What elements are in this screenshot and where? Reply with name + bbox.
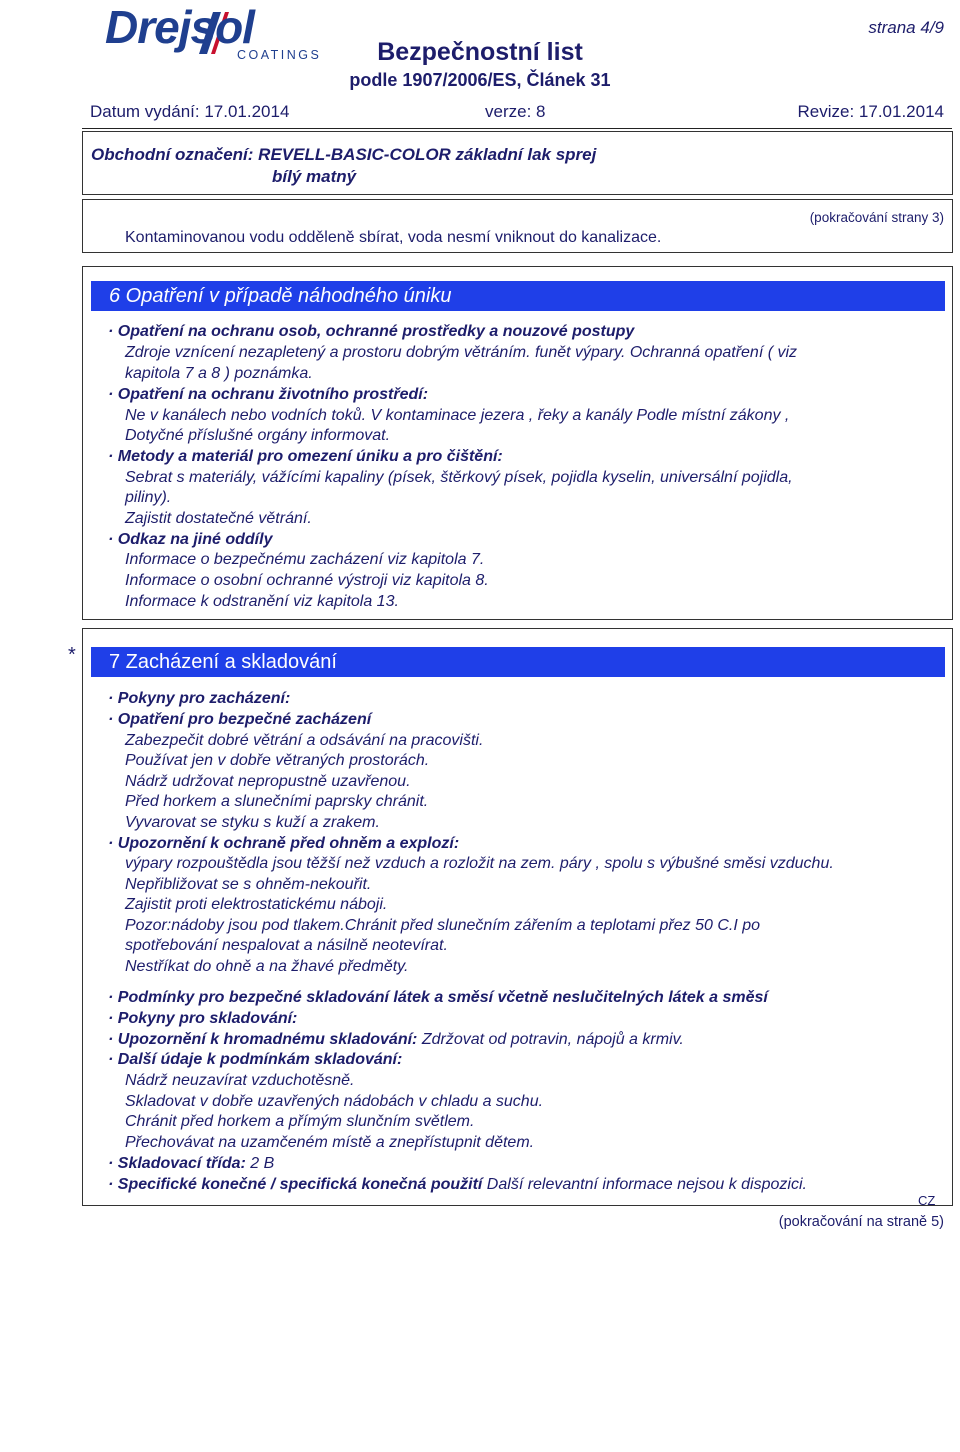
s7-storage-heading: · Pokyny pro skladování:	[108, 1010, 298, 1027]
logo-wordmark: Drejsol	[105, 1, 254, 53]
s6-text: Informace o osobní ochranné výstroji viz kapitola 8.	[125, 572, 489, 589]
s7-further-storage: · Další údaje k podmínkám skladování:	[108, 1051, 403, 1068]
s6-text: Zdroje vznícení nezapletený a prostoru dobrým větráním. funět výpary. Ochranná opatření ( viz	[125, 344, 798, 361]
s6-references: · Odkaz na jiné oddíly	[108, 531, 273, 548]
s6-containment-methods: · Metody a materiál pro omezení úniku a pro čištění:	[108, 448, 503, 465]
s6-text: Informace k odstranění viz kapitola 13.	[125, 593, 399, 610]
carryover-box	[82, 199, 953, 253]
issue-date: Datum vydání: 17.01.2014	[90, 102, 290, 121]
continued-from: (pokračování strany 3)	[809, 210, 944, 225]
s7-storage-class	[108, 1154, 274, 1175]
s7-storage-class-label: · Skladovací třída:	[108, 1155, 246, 1172]
s7-fire-protection: · Upozornění k ochraně před ohněm a explozí:	[108, 835, 460, 852]
s6-text: Dotyčné příslušné orgány informovat.	[125, 427, 391, 444]
s7-handling-heading: · Pokyny pro zacházení:	[108, 690, 291, 707]
s7-safe-handling: · Opatření pro bezpečné zacházení	[108, 711, 372, 728]
s7-storage-conditions: · Podmínky pro bezpečné skladování látek a směsí včetně neslučitelných látek a směsí	[108, 989, 768, 1006]
continued-to: (pokračování na straně 5)	[778, 1214, 944, 1230]
s7-specific-end-use-value: Další relevantní informace nejsou k dispozici.	[482, 1176, 807, 1193]
s7-bulk-storage-value: Zdržovat od potravin, nápojů a krmiv.	[417, 1031, 684, 1048]
s7-specific-end-use-label: · Specifické konečné / specifická konečná použití	[108, 1176, 483, 1193]
s6-environmental-precautions: · Opatření na ochranu životního prostředí:	[108, 386, 429, 403]
revision-marker: *	[68, 644, 76, 666]
s6-text: piliny).	[125, 489, 172, 506]
document-title: Bezpečnostní list	[377, 38, 583, 66]
s6-text: kapitola 7 a 8 ) poznámka.	[125, 365, 313, 382]
s7-storage-class-value: 2 B	[245, 1155, 275, 1172]
s7-text: Zabezpečit dobré větrání a odsávání na pracovišti.	[125, 732, 484, 749]
s7-specific-end-use	[108, 1175, 807, 1196]
carryover-text: Kontaminovanou vodu odděleně sbírat, voda nesmí vniknout do kanalizace.	[125, 229, 662, 246]
revision-date: Revize: 17.01.2014	[797, 102, 944, 121]
logo-subtext: COATINGS	[237, 48, 322, 62]
s7-text: Přechovávat na uzamčeném místě a znepřístupnit dětem.	[125, 1134, 535, 1151]
s7-text: Nádrž neuzavírat vzduchotěsně.	[125, 1072, 355, 1089]
header-divider	[82, 128, 952, 129]
version: verze: 8	[485, 102, 546, 121]
s7-text: Před horkem a slunečními paprsky chránit.	[125, 793, 429, 810]
s6-text: Informace o bezpečnému zacházení viz kapitola 7.	[125, 551, 485, 568]
s7-text: Zajistit proti elektrostatickému náboji.	[125, 896, 388, 913]
s7-text: Nádrž udržovat nepropustně uzavřenou.	[125, 773, 411, 790]
s6-text: Zajistit dostatečné větrání.	[125, 510, 312, 527]
page-number: strana 4/9	[868, 18, 944, 37]
s6-text: Ne v kanálech nebo vodních toků. V kontaminace jezera , řeky a kanály Podle místní zákony ,	[125, 407, 790, 424]
s7-text: Nestříkat do ohně a na žhavé předměty.	[125, 958, 409, 975]
s6-personal-precautions: · Opatření na ochranu osob, ochranné prostředky a nouzové postupy	[108, 323, 635, 340]
s7-bulk-storage-label: · Upozornění k hromadnému skladování:	[108, 1031, 418, 1048]
s7-text: Chránit před horkem a přímým slunčním světlem.	[125, 1113, 475, 1130]
s7-text: spotřebování nespalovat a násilně neotevírat.	[125, 937, 448, 954]
s7-text: Používat jen v dobře větraných prostorách.	[125, 752, 430, 769]
s7-text: Vyvarovat se styku s kuží a zrakem.	[125, 814, 380, 831]
section-6-heading: 6 Opatření v případě náhodného úniku	[91, 281, 945, 311]
country-code: CZ	[918, 1193, 936, 1208]
document-subtitle: podle 1907/2006/ES, Článek 31	[349, 70, 611, 90]
s7-bulk-storage	[108, 1030, 684, 1051]
trade-name-box	[82, 131, 953, 195]
s6-text: Sebrat s materiály, vážícími kapaliny (písek, štěrkový písek, pojidla kyselin, universální pojidla,	[125, 469, 793, 486]
trade-name-line1: Obchodní označení: REVELL-BASIC-COLOR základní lak sprej	[91, 145, 597, 164]
s7-text: Pozor:nádoby jsou pod tlakem.Chránit před slunečním zářením a teplotami přez 50 C.I po	[125, 917, 760, 934]
trade-name-line2: bílý matný	[272, 167, 357, 186]
s7-text: výpary rozpouštědla jsou těžší než vzduch a rozložit na zem. páry , spolu s výbušné směsi vzduchu.	[125, 855, 834, 872]
section-7-heading: 7 Zacházení a skladování	[91, 647, 945, 677]
s7-text: Skladovat v dobře uzavřených nádobách v chladu a suchu.	[125, 1093, 544, 1110]
s7-text: Nepřibližovat se s ohněm-nekouřit.	[125, 876, 372, 893]
